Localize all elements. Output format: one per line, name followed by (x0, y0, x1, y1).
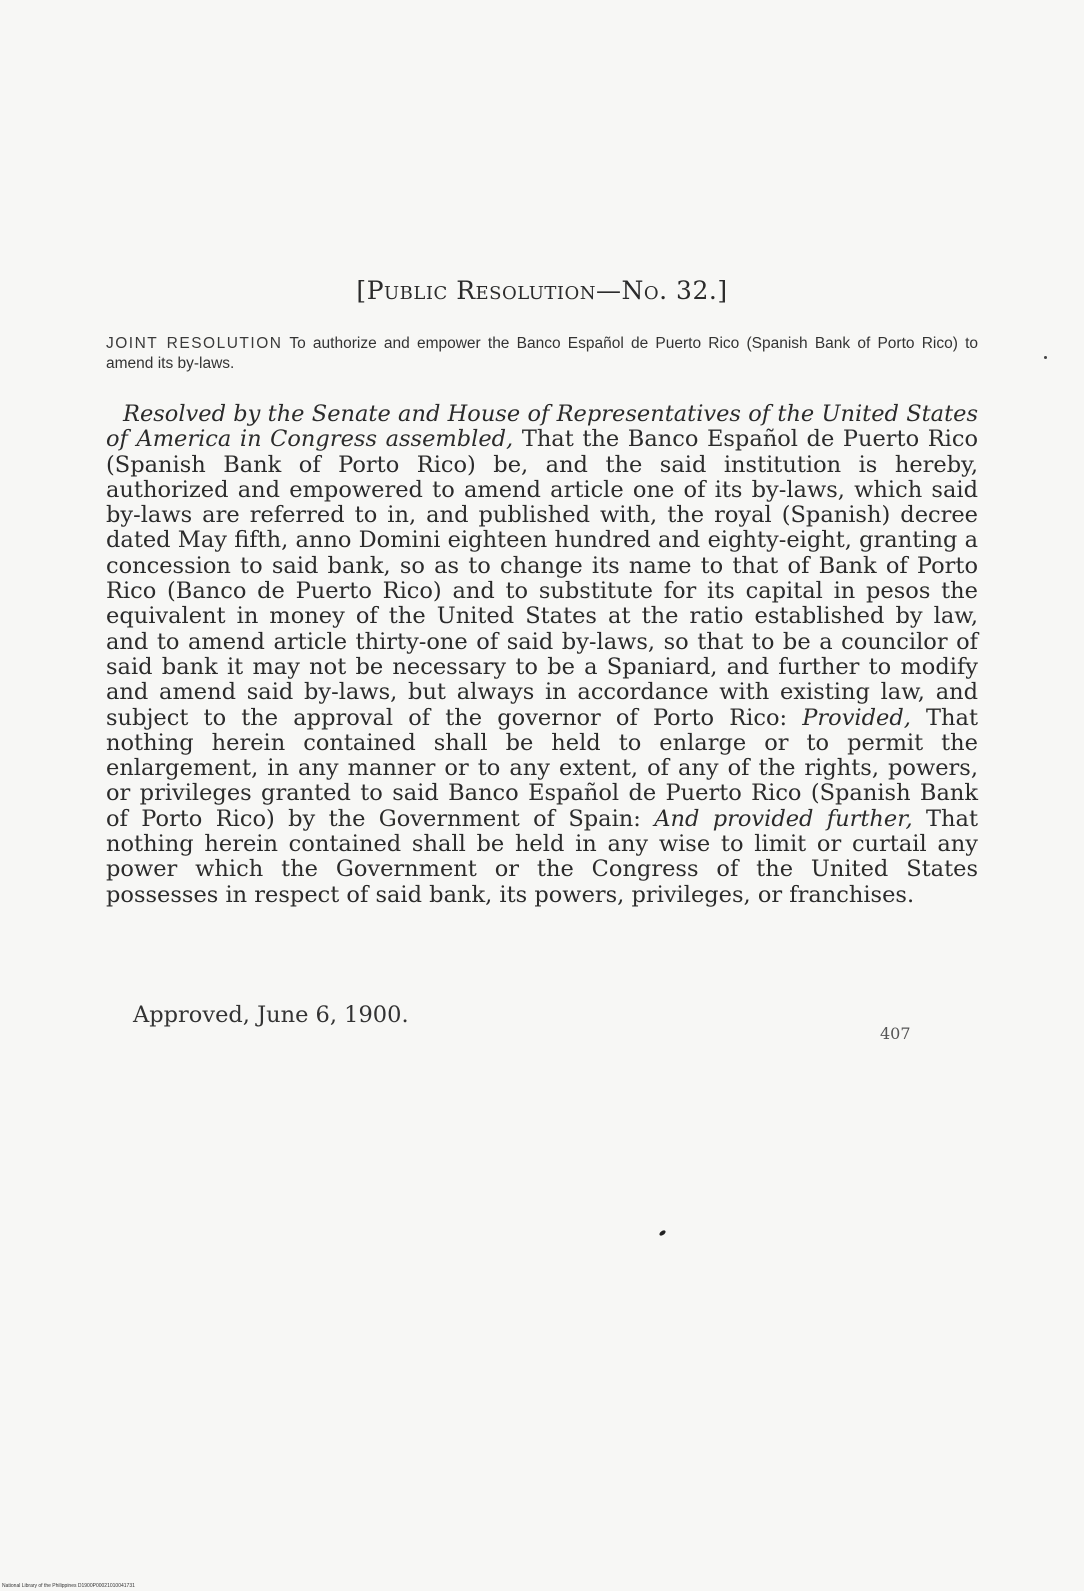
body-part-3: That nothing herein contained shall be held in any wise to limit or curtail any power which the Government or the Congress of the United States possesses in respect of said bank, its powers, privileges, or franchises. (106, 805, 978, 908)
resolution-heading (0, 276, 1084, 305)
heading-bracket-close: ] (717, 276, 728, 305)
title-label: JOINT RESOLUTION (106, 335, 283, 352)
enacting-clause: Resolved by the Senate and House of Representatives of the United States of America in Congress assembled, (106, 401, 978, 453)
heading-bracket-open: [ (356, 276, 367, 305)
resolution-body (106, 402, 978, 908)
proviso-2-label: And provided further, (654, 805, 913, 832)
ink-mark (658, 1229, 666, 1236)
body-part-1: That the Banco Español de Puerto Rico (Spanish Bank of Porto Rico) be, and the said institution is hereby, authorized and empowered to amend article one of its by-laws, which said by-laws are referred to in, and published with, the royal (Spanish) decree dated May fifth, anno Domini eighteen hundred and eighty-eight, granting a concession to said bank, so as to change its name to that of Bank of Porto Rico (Banco de Puerto Rico) and to substitute for its capital in pesos the equivalent in money of the United States at the ratio established by law, and to amend article thirty-one of said by-laws, so that to be a councilor of said bank it may not be necessary to be a Spaniard, and further to modify and amend said by-laws, but always in accordance with existing law, and subject to the approval of the governor of Porto Rico: (106, 426, 979, 731)
body-part-2: That nothing herein contained shall be held to enlarge or to permit the enlargement, in any manner or to any extent, of any of the rights, powers, or privileges granted to said Banco Español de Puerto Rico (Spanish Bank of Porto Rico) by the Government of Spain: (106, 704, 978, 832)
resolution-title (106, 334, 978, 374)
title-text: To authorize and empower the Banco Español de Puerto Rico (Spanish Bank of Porto Rico) to amend its by-laws. (106, 335, 978, 372)
scan-credit: National Library of the Philippines D1900P00021010041731 (2, 1583, 135, 1589)
heading-label: Public Resolution (366, 276, 597, 305)
heading-dash: — (596, 276, 622, 305)
approval-date: Approved, June 6, 1900. (133, 1002, 409, 1028)
heading-number: No. 32. (621, 276, 718, 305)
proviso-1-label: Provided, (802, 704, 911, 731)
page-number: 407 (880, 1024, 911, 1043)
ink-speck (1044, 356, 1047, 359)
